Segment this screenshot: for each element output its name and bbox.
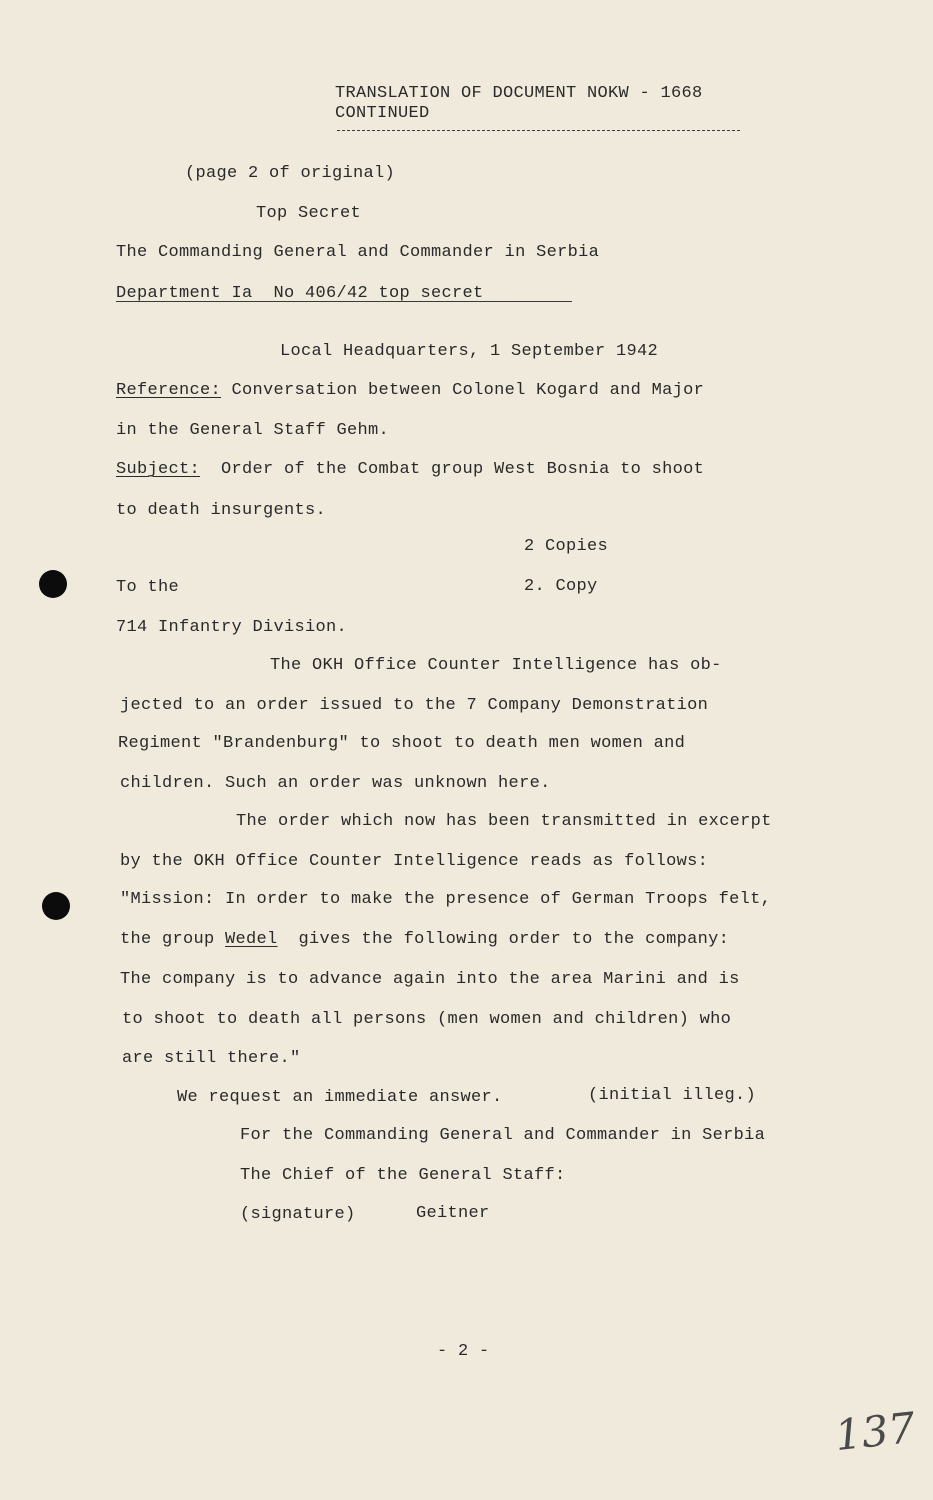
page-reference: (page 2 of original) (185, 164, 396, 183)
recipient: 714 Infantry Division. (116, 618, 348, 637)
signature-name: Geitner (416, 1204, 490, 1223)
quote-line (120, 930, 729, 950)
quote-line: The company is to advance again into the area Marini and is (120, 970, 740, 989)
paragraph-1-line: children. Such an order was unknown here. (120, 774, 551, 793)
paragraph-1-line: Regiment "Brandenburg" to shoot to death men women and (118, 734, 686, 753)
group-name: Wedel (225, 930, 278, 949)
place-date: Local Headquarters, 1 September 1942 (280, 342, 659, 361)
quote-line: to shoot to death all persons (men women and children) who (122, 1010, 732, 1029)
quote-text: gives the following order to the company: (277, 930, 730, 949)
handwritten-folio-number: 137 (832, 1402, 918, 1461)
paragraph-1-line: The OKH Office Counter Intelligence has ob- (270, 656, 722, 675)
page-number: - 2 - (437, 1342, 490, 1361)
quote-text: the group (120, 930, 226, 949)
request-line: We request an immediate answer. (177, 1088, 503, 1107)
subject-text-continued: to death insurgents. (116, 501, 327, 520)
reference-line (116, 381, 704, 401)
copies-count: 2 Copies (524, 537, 609, 556)
header-title: TRANSLATION OF DOCUMENT NOKW - 1668 (335, 84, 703, 103)
classification: Top Secret (256, 204, 362, 223)
subject-text: Order of the Combat group West Bosnia to shoot (200, 460, 705, 479)
quote-line: "Mission: In order to make the presence of German Troops felt, (120, 890, 772, 909)
paragraph-2-line: by the OKH Office Counter Intelligence reads as follows: (120, 852, 709, 871)
for-line: For the Commanding General and Commander in Serbia (240, 1126, 766, 1145)
punch-hole (42, 892, 70, 920)
paragraph-1-line: jected to an order issued to the 7 Company Demonstration (120, 696, 709, 715)
subject-label: Subject: (116, 460, 201, 479)
to-the-label: To the (116, 578, 180, 597)
reference-text-continued: in the General Staff Gehm. (116, 421, 390, 440)
paragraph-2-line: The order which now has been transmitted in excerpt (236, 812, 772, 831)
reference-label: Reference: (116, 381, 222, 400)
punch-hole (39, 570, 67, 598)
header-rule (337, 130, 740, 131)
sender-line: The Commanding General and Commander in Serbia (116, 243, 600, 262)
chief-line: The Chief of the General Staff: (240, 1166, 566, 1185)
subject-line (116, 460, 704, 480)
department-underline (116, 301, 572, 302)
quote-line: are still there." (122, 1049, 301, 1068)
signature-label: (signature) (240, 1205, 356, 1224)
initial-note: (initial illeg.) (588, 1086, 757, 1105)
reference-text: Conversation between Colonel Kogard and Major (221, 381, 705, 400)
header-subtitle: CONTINUED (335, 104, 430, 123)
department-line: Department Ia No 406/42 top secret (116, 284, 484, 303)
copy-number: 2. Copy (524, 577, 598, 596)
